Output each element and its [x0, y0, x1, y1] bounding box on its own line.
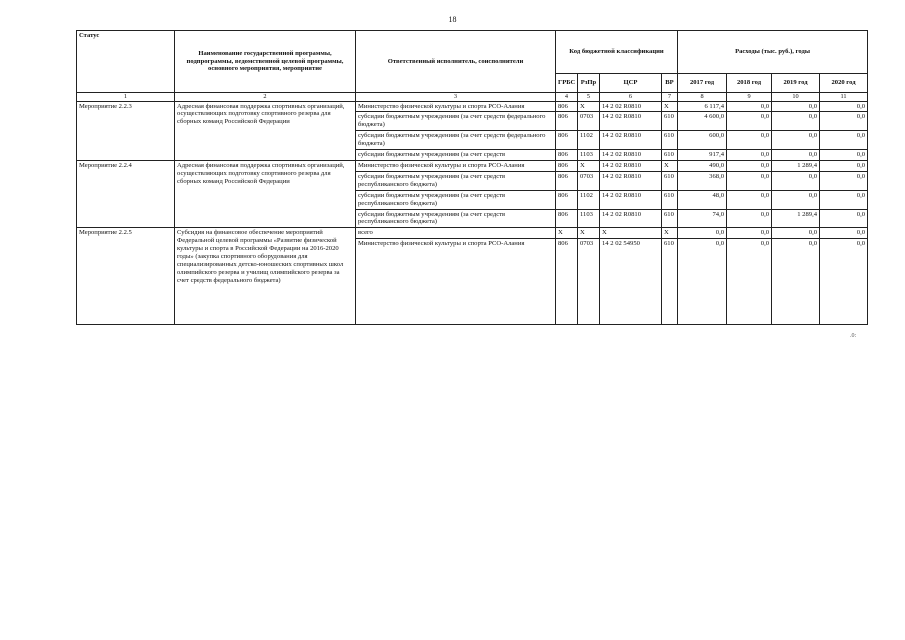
row-y2018: 0,0 [727, 209, 772, 228]
row-vr: 610 [662, 150, 678, 161]
row-executor: Министерство физической культуры и спорта РСО-Алания [356, 239, 556, 325]
row-grbs: 806 [556, 150, 578, 161]
row-executor: Министерство физической культуры и спорта РСО-Алания [356, 160, 556, 171]
row-grbs: 806 [556, 160, 578, 171]
header-year-2019: 2019 год [772, 74, 820, 93]
row-y2017: 0,0 [678, 239, 727, 325]
row-y2019: 1 289,4 [772, 160, 820, 171]
row-vr: 610 [662, 209, 678, 228]
row-executor: всего [356, 228, 556, 239]
row-csr: 14 2 02 R0810 [600, 190, 662, 209]
column-number: 5 [578, 93, 600, 102]
row-csr: 14 2 02 R0810 [600, 150, 662, 161]
row-csr: 14 2 02 R0810 [600, 101, 662, 112]
row-rzpr: 1103 [578, 150, 600, 161]
row-status: Мероприятие 2.2.4 [77, 160, 175, 227]
row-name: Адресная финансовая поддержка спортивных организаций, осуществляющих подготовку спортивного резерва для сборных команд Российской Федерации [175, 160, 356, 227]
row-y2020: 0,0 [820, 112, 868, 131]
row-rzpr: 1103 [578, 209, 600, 228]
row-executor: субсидии бюджетным учреждениям (за счет средств федерального бюджета) [356, 112, 556, 131]
row-y2018: 0,0 [727, 101, 772, 112]
header-executor: Ответственный исполнитель, соисполнители [356, 31, 556, 93]
row-executor: субсидии бюджетным учреждениям (за счет средств федерального бюджета) [356, 131, 556, 150]
column-number: 7 [662, 93, 678, 102]
row-status: Мероприятие 2.2.3 [77, 101, 175, 160]
row-executor: субсидии бюджетным учреждениям (за счет средств [356, 150, 556, 161]
row-status: Мероприятие 2.2.5 [77, 228, 175, 325]
row-csr: 14 2 02 54950 [600, 239, 662, 325]
budget-table-container [76, 30, 867, 325]
row-y2019: 0,0 [772, 171, 820, 190]
column-number: 11 [820, 93, 868, 102]
row-y2017: 917,4 [678, 150, 727, 161]
row-rzpr: 0703 [578, 112, 600, 131]
row-rzpr: X [578, 160, 600, 171]
column-number: 6 [600, 93, 662, 102]
row-vr: 610 [662, 131, 678, 150]
row-y2020: 0,0 [820, 171, 868, 190]
column-number: 8 [678, 93, 727, 102]
row-y2019: 0,0 [772, 112, 820, 131]
row-y2017: 74,0 [678, 209, 727, 228]
column-number: 3 [356, 93, 556, 102]
row-y2019: 1 289,4 [772, 209, 820, 228]
row-grbs: 806 [556, 101, 578, 112]
row-y2018: 0,0 [727, 171, 772, 190]
row-executor: Министерство физической культуры и спорта РСО-Алания [356, 101, 556, 112]
row-y2017: 48,0 [678, 190, 727, 209]
row-y2020: 0,0 [820, 228, 868, 239]
header-status: Статус [77, 31, 175, 93]
row-executor: субсидии бюджетным учреждениям (за счет средств республиканского бюджета) [356, 171, 556, 190]
row-y2018: 0,0 [727, 131, 772, 150]
row-y2018: 0,0 [727, 160, 772, 171]
row-rzpr: 1102 [578, 190, 600, 209]
row-y2017: 0,0 [678, 228, 727, 239]
header-budget-code: Код бюджетной классификации [556, 31, 678, 74]
column-number: 1 [77, 93, 175, 102]
row-y2020: 0,0 [820, 190, 868, 209]
row-executor: субсидии бюджетным учреждениям (за счет средств республиканского бюджета) [356, 209, 556, 228]
footer-mark: .0: [850, 333, 857, 339]
row-vr: X [662, 228, 678, 239]
row-y2018: 0,0 [727, 190, 772, 209]
column-number: 4 [556, 93, 578, 102]
header-rzpr: РзПр [578, 74, 600, 93]
row-y2019: 0,0 [772, 190, 820, 209]
row-grbs: 806 [556, 112, 578, 131]
row-y2017: 600,0 [678, 131, 727, 150]
row-rzpr: X [578, 101, 600, 112]
row-grbs: 806 [556, 171, 578, 190]
row-y2020: 0,0 [820, 150, 868, 161]
row-y2017: 6 117,4 [678, 101, 727, 112]
row-rzpr: 0703 [578, 171, 600, 190]
row-csr: 14 2 02 R0810 [600, 171, 662, 190]
column-number: 9 [727, 93, 772, 102]
header-row-main [77, 31, 868, 74]
row-rzpr: 0703 [578, 239, 600, 325]
row-y2019: 0,0 [772, 228, 820, 239]
row-y2018: 0,0 [727, 239, 772, 325]
row-csr: X [600, 228, 662, 239]
column-number: 2 [175, 93, 356, 102]
budget-table [76, 30, 868, 325]
row-vr: X [662, 160, 678, 171]
header-vr: ВР [662, 74, 678, 93]
row-y2017: 4 600,0 [678, 112, 727, 131]
row-csr: 14 2 02 R0810 [600, 209, 662, 228]
row-y2017: 368,0 [678, 171, 727, 190]
column-number: 10 [772, 93, 820, 102]
row-csr: 14 2 02 R0810 [600, 112, 662, 131]
row-name: Субсидия на финансовое обеспечение мероприятий Федеральной целевой программы «Развитие физической культуры и спорта в Российской Федерации на 2016-2020 годы» (закупка спортивного оборудования для специализированных детско-юношеских спортивных школ олимпийского резерва и училищ олимпийского резерва за счет средств федерального бюджета) [175, 228, 356, 325]
row-grbs: X [556, 228, 578, 239]
page-number: 18 [448, 15, 457, 24]
header-name: Наименование государственной программы, подпрограммы, ведомственной целевой программы, основного мероприятия, мероприятие [175, 31, 356, 93]
row-csr: 14 2 02 R0810 [600, 160, 662, 171]
row-y2019: 0,0 [772, 239, 820, 325]
row-y2020: 0,0 [820, 209, 868, 228]
header-expenses: Расходы (тыс. руб.), годы [678, 31, 868, 74]
row-name: Адресная финансовая поддержка спортивных организаций, осуществляющих подготовку спортивного резерва для сборных команд Российской Федерации [175, 101, 356, 160]
table-row [77, 160, 868, 171]
header-grbs: ГРБС [556, 74, 578, 93]
table-row [77, 101, 868, 112]
row-rzpr: X [578, 228, 600, 239]
column-number-row [77, 93, 868, 102]
row-y2017: 490,0 [678, 160, 727, 171]
row-grbs: 806 [556, 209, 578, 228]
row-y2018: 0,0 [727, 150, 772, 161]
table-row [77, 228, 868, 239]
header-year-2017: 2017 год [678, 74, 727, 93]
row-y2018: 0,0 [727, 112, 772, 131]
row-y2019: 0,0 [772, 131, 820, 150]
row-csr: 14 2 02 R0810 [600, 131, 662, 150]
row-y2020: 0,0 [820, 160, 868, 171]
row-y2020: 0,0 [820, 101, 868, 112]
row-grbs: 806 [556, 190, 578, 209]
row-vr: 610 [662, 190, 678, 209]
row-y2019: 0,0 [772, 150, 820, 161]
header-year-2020: 2020 год [820, 74, 868, 93]
row-vr: 610 [662, 171, 678, 190]
row-y2018: 0,0 [727, 228, 772, 239]
row-y2019: 0,0 [772, 101, 820, 112]
row-executor: субсидии бюджетным учреждениям (за счет средств республиканского бюджета) [356, 190, 556, 209]
row-rzpr: 1102 [578, 131, 600, 150]
row-grbs: 806 [556, 239, 578, 325]
row-y2020: 0,0 [820, 131, 868, 150]
row-vr: X [662, 101, 678, 112]
row-y2020: 0,0 [820, 239, 868, 325]
row-vr: 610 [662, 239, 678, 325]
row-grbs: 806 [556, 131, 578, 150]
header-csr: ЦСР [600, 74, 662, 93]
row-vr: 610 [662, 112, 678, 131]
header-year-2018: 2018 год [727, 74, 772, 93]
